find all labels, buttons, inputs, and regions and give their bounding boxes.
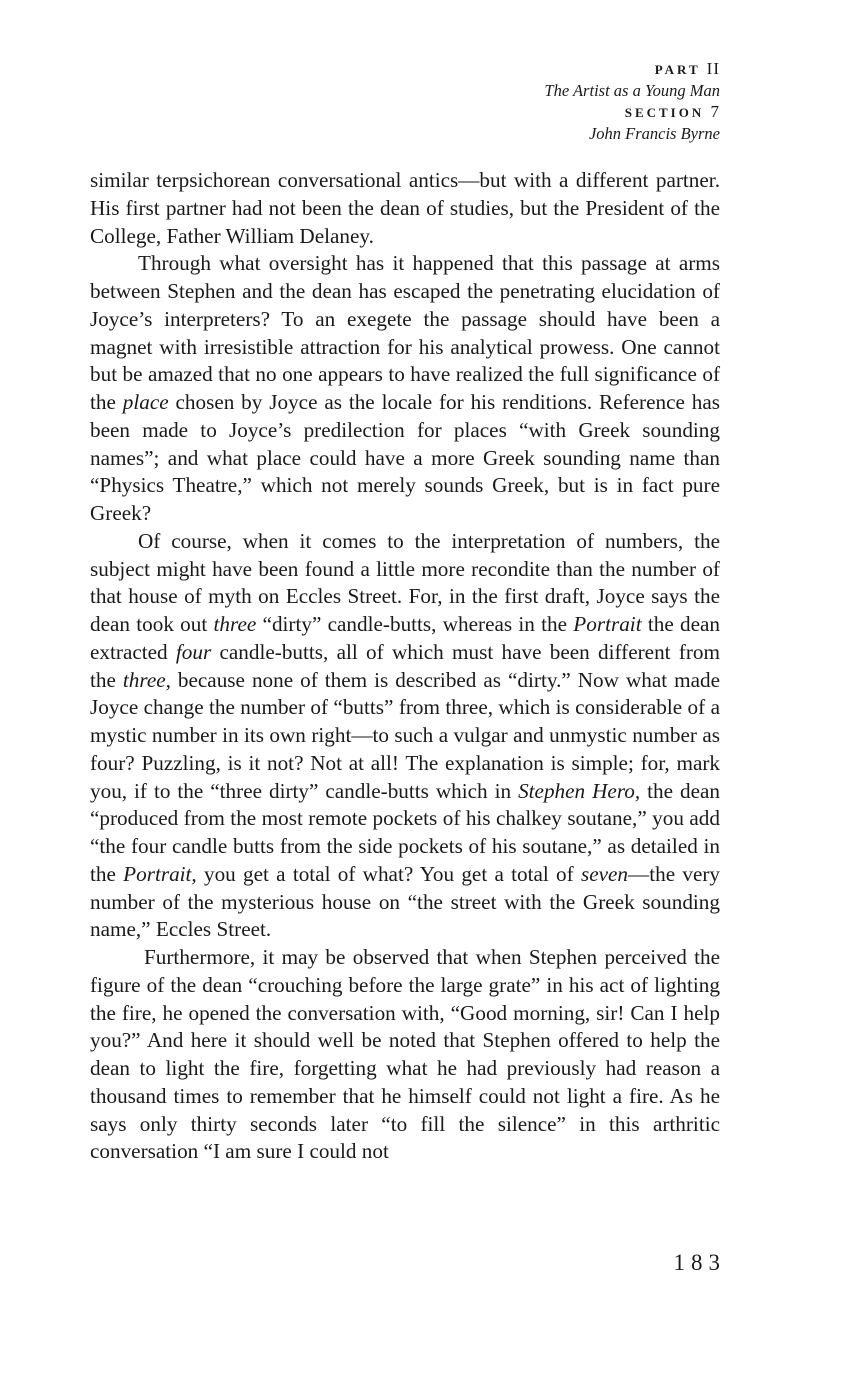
section-title: John Francis Byrne (588, 124, 720, 143)
text-run: “dirty” candle-butts, whereas in the (256, 612, 574, 636)
part-number: II (706, 59, 720, 78)
text-run: because none of them is described as “dirty.” Now what made Joyce change the number of “butts” from three, which is considerable of a mystic number in its own right—to such a vulgar and unmystic number as four? Puzzling, is it not? Not at all! The explanation is simple; for, mark you, if to the “three dirty” candle-butts which in (90, 667, 720, 803)
italic-run: place (122, 390, 169, 414)
section-line (544, 101, 720, 123)
paragraph (90, 250, 720, 528)
text-run: you get a total of what? You get a total of (196, 861, 581, 886)
text-run: similar terpsichorean conversational antics—but with a different partner. His first partner had not been the dean of studies, but the President of the College, Father William Delaney. (90, 168, 720, 248)
text-run: —the very number of the mysterious house on “the street with the Greek sounding name,” Eccles Street. (90, 861, 721, 942)
text-run: the dean “produced from the most remote pockets of his chalkey soutane,” you add “the four candle butts from the side pockets of his soutane,” as detailed in the (90, 778, 720, 886)
text-run: the dean extracted (90, 612, 720, 664)
text-run: Of course, when it comes to the interpretation of numbers, the subject might have been found a little more recondite than the number of that house of myth on Eccles Street. For, in the first draft, Joyce says the dean took out (90, 528, 720, 636)
italic-run: three, (122, 667, 171, 692)
part-line (544, 58, 720, 80)
part-title: The Artist as a Young Man (544, 81, 720, 100)
paragraph (90, 528, 720, 944)
italic-run: Portrait (573, 612, 642, 636)
text-run: candle-butts, all of which must have been different from the (90, 639, 720, 692)
part-label: PART II (654, 59, 720, 78)
section-number: 7 (710, 102, 720, 121)
italic-run: Portrait, (123, 861, 197, 886)
italic-run: three (213, 612, 257, 636)
running-head (544, 58, 720, 144)
italic-run: four (175, 639, 212, 664)
paragraph-continued (90, 167, 720, 250)
section-label: SECTION 7 (624, 102, 720, 121)
italic-run: seven (580, 861, 629, 886)
text-run: chosen by Joyce as the locale for his renditions. Reference has been made to Joyce’s predilection for places “with Greek sounding names”; and what place could have a more Greek sounding name than “Physics Theatre,” which not merely sounds Greek, but is in fact pure Greek? (90, 390, 720, 525)
text-run: Through what oversight has it happened that this passage at arms between Stephen and the dean has escaped the penetrating elucidation of Joyce’s interpreters? To an exegete the passage should have been a magnet with irresistible attraction for his analytical prowess. One cannot but be amazed that no one appears to have realized the full significance of the (90, 251, 720, 414)
body-text (90, 167, 720, 1166)
paragraph (90, 944, 720, 1166)
page-number: 183 (673, 1250, 726, 1275)
italic-run: Stephen Hero, (518, 778, 641, 803)
text-run: Furthermore, it may be observed that when Stephen perceived the figure of the dean “crouching before the large grate” in his act of lighting the fire, he opened the conversation with, “Good morning, sir! Can I help you?” And here it should well be noted that Stephen offered to help the dean to light the fire, forgetting what he had previously had reason a thousand times to remember that he himself could not light a fire. As he says only thirty seconds later “to fill the silence” in this arthritic conversation “I am sure I could not (90, 945, 720, 1164)
